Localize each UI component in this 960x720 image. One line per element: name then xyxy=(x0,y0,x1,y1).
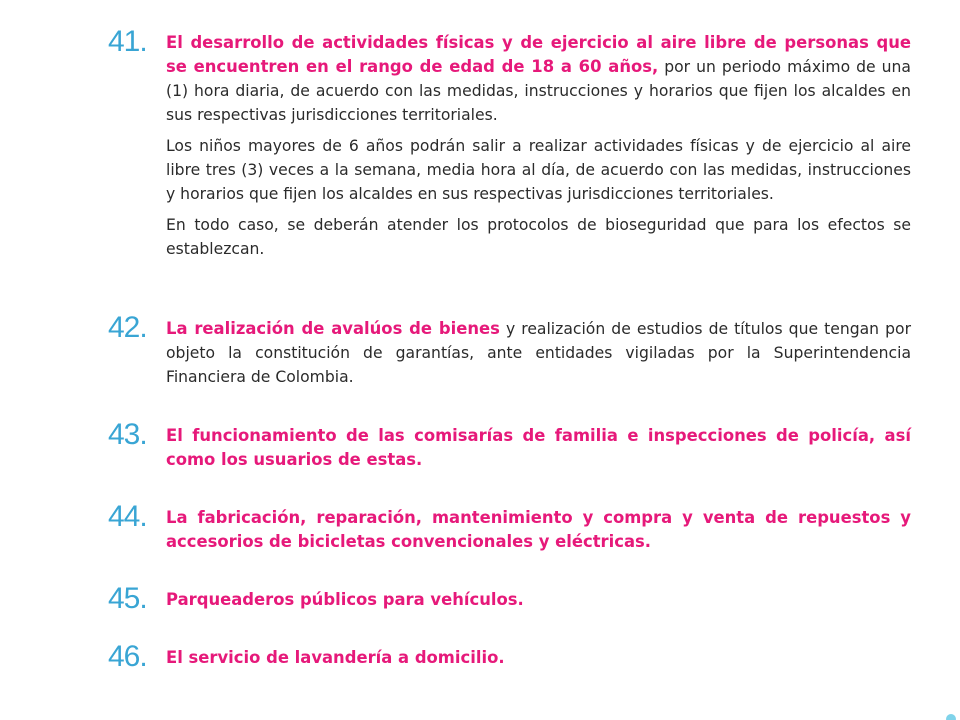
item-body xyxy=(166,31,911,261)
paragraph xyxy=(166,31,911,127)
paragraph xyxy=(166,424,911,472)
item-number: 41. xyxy=(108,25,147,58)
paragraph xyxy=(166,506,911,554)
paragraph xyxy=(166,646,911,670)
item-number: 43. xyxy=(108,418,147,451)
paragraph-text: y realización de estudios de títulos que tengan por objeto la constitución de garantías, ante entidades vigiladas por la Superintendencia Financiera de Colombia. xyxy=(166,320,911,386)
highlighted-text: El servicio de lavandería a domicilio. xyxy=(166,648,505,667)
corner-decoration xyxy=(946,714,956,720)
item-number: 42. xyxy=(108,311,147,344)
item-number: 45. xyxy=(108,582,147,615)
item-body xyxy=(166,317,911,389)
item-body xyxy=(166,588,911,612)
highlighted-text: El funcionamiento de las comisarías de familia e inspecciones de policía, así como los usuarios de estas. xyxy=(166,426,911,469)
highlighted-text: Parqueaderos públicos para vehículos. xyxy=(166,590,524,609)
item-body xyxy=(166,506,911,554)
paragraph xyxy=(166,317,911,389)
item-body xyxy=(166,646,911,670)
paragraph: Los niños mayores de 6 años podrán salir a realizar actividades físicas y de ejercicio al aire libre tres (3) veces a la semana, media hora al día, de acuerdo con las medidas, instrucciones y horarios que fijen los alcaldes en sus respectivas jurisdicciones territoriales. xyxy=(166,137,911,203)
highlighted-text: La realización de avalúos de bienes xyxy=(166,319,500,338)
item-body xyxy=(166,424,911,472)
paragraph: En todo caso, se deberán atender los protocolos de bioseguridad que para los efectos se establezcan. xyxy=(166,216,911,258)
highlighted-text: La fabricación, reparación, mantenimiento y compra y venta de repuestos y accesorios de bicicletas convencionales y eléctricas. xyxy=(166,508,911,551)
paragraph-text: por un periodo máximo de una (1) hora diaria, de acuerdo con las medidas, instrucciones y horarios que fijen los alcaldes en sus respectivas jurisdicciones territoriales. xyxy=(166,58,911,124)
item-number: 46. xyxy=(108,640,147,673)
item-number: 44. xyxy=(108,500,147,533)
paragraph xyxy=(166,588,911,612)
highlighted-text: El desarrollo de actividades físicas y de ejercicio al aire libre de personas que se encuentren en el rango de edad de 18 a 60 años, xyxy=(166,33,911,76)
